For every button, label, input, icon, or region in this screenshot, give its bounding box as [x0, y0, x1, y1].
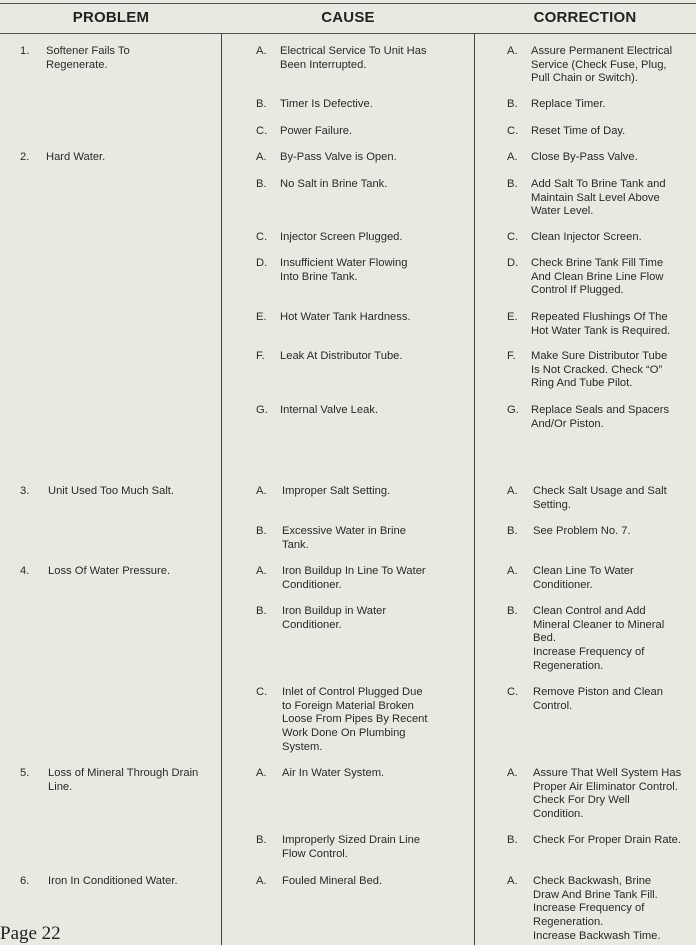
correction-item: [507, 605, 695, 674]
cause-letter: C.: [256, 686, 268, 698]
cause-item: [256, 45, 470, 72]
correction-item: [507, 686, 695, 713]
cause-text: Injector Screen Plugged.: [280, 231, 403, 243]
problem-number: 3.: [20, 485, 30, 497]
cause-item: [256, 686, 470, 755]
correction-letter: A.: [507, 485, 518, 497]
cause-item: [256, 178, 470, 192]
cause-text: Insufficient Water Flowing Into Brine Tank.: [280, 257, 408, 283]
correction-text: Clean Control and Add Mineral Cleaner to Mineral Bed. Increase Frequency of Regeneration.: [533, 605, 665, 672]
problem-text: Iron In Conditioned Water.: [48, 875, 178, 887]
problem-text: Softener Fails To Regenerate.: [46, 45, 130, 71]
correction-item: [507, 350, 695, 391]
problem-item: [20, 45, 215, 72]
cause-text: No Salt in Brine Tank.: [280, 178, 388, 190]
correction-letter: A.: [507, 45, 518, 57]
cause-item: [256, 311, 470, 325]
problem-item: [20, 151, 215, 165]
cause-text: Improper Salt Setting.: [282, 485, 391, 497]
correction-text: Replace Timer.: [531, 98, 606, 110]
correction-item: [507, 404, 695, 431]
cause-text: Iron Buildup In Line To Water Conditioner.: [282, 565, 426, 591]
correction-item: [507, 98, 695, 112]
problem-item: [20, 485, 215, 499]
correction-text: Check Brine Tank Fill Time And Clean Brine Line Flow Control If Plugged.: [531, 257, 664, 297]
cause-text: Hot Water Tank Hardness.: [280, 311, 411, 323]
correction-item: [507, 151, 695, 165]
correction-letter: B.: [507, 98, 518, 110]
correction-item: [507, 875, 695, 944]
cause-item: [256, 605, 470, 632]
correction-text: Assure That Well System Has Proper Air Eliminator Control. Check For Dry Well Condition.: [533, 767, 682, 821]
correction-item: [507, 767, 695, 822]
correction-letter: B.: [507, 525, 518, 537]
correction-text: Add Salt To Brine Tank and Maintain Salt Level Above Water Level.: [531, 178, 666, 218]
cause-text: Timer Is Defective.: [280, 98, 373, 110]
problem-text: Hard Water.: [46, 151, 106, 163]
page-number: Page 22: [0, 923, 61, 944]
problem-number: 4.: [20, 565, 30, 577]
cause-item: [256, 231, 470, 245]
header-top-rule: [0, 3, 696, 4]
problem-number: 1.: [20, 45, 30, 57]
cause-item: [256, 350, 470, 364]
cause-letter: A.: [256, 45, 267, 57]
cause-item: [256, 485, 470, 499]
cause-text: Leak At Distributor Tube.: [280, 350, 403, 362]
problem-number: 6.: [20, 875, 30, 887]
cause-text: By-Pass Valve is Open.: [280, 151, 397, 163]
correction-item: [507, 834, 695, 848]
correction-text: Clean Line To Water Conditioner.: [533, 565, 634, 591]
correction-text: Make Sure Distributor Tube Is Not Cracked. Check “O” Ring And Tube Pilot.: [531, 350, 668, 390]
correction-item: [507, 311, 695, 338]
cause-letter: B.: [256, 605, 267, 617]
correction-item: [507, 125, 695, 139]
correction-text: Close By-Pass Valve.: [531, 151, 638, 163]
cause-letter: B.: [256, 834, 267, 846]
problem-item: [20, 565, 215, 579]
correction-letter: A.: [507, 767, 518, 779]
cause-letter: G.: [256, 404, 268, 416]
cause-letter: D.: [256, 257, 268, 269]
correction-item: [507, 45, 695, 86]
cause-letter: C.: [256, 125, 268, 137]
correction-text: Clean Injector Screen.: [531, 231, 642, 243]
cause-letter: F.: [256, 350, 265, 362]
cause-text: Inlet of Control Plugged Due to Foreign Material Broken Loose From Pipes By Recent Work Done On Plumbing System.: [282, 686, 428, 753]
correction-letter: F.: [507, 350, 516, 362]
correction-letter: G.: [507, 404, 519, 416]
correction-text: Check Backwash, Brine Draw And Brine Tank Fill. Increase Frequency of Regeneration. Increase Backwash Time.: [533, 875, 661, 942]
cause-letter: A.: [256, 485, 267, 497]
cause-letter: A.: [256, 565, 267, 577]
cause-text: Fouled Mineral Bed.: [282, 875, 383, 887]
cause-item: [256, 404, 470, 418]
correction-letter: C.: [507, 231, 519, 243]
problem-item: [20, 875, 215, 889]
cause-letter: A.: [256, 767, 267, 779]
cause-item: [256, 525, 470, 552]
cause-text: Electrical Service To Unit Has Been Interrupted.: [280, 45, 427, 71]
cause-letter: E.: [256, 311, 267, 323]
correction-text: Check Salt Usage and Salt Setting.: [533, 485, 667, 511]
correction-letter: B.: [507, 178, 518, 190]
correction-letter: A.: [507, 875, 518, 887]
cause-item: [256, 151, 470, 165]
cause-item: [256, 565, 470, 592]
correction-item: [507, 485, 695, 512]
correction-text: Reset Time of Day.: [531, 125, 626, 137]
cause-letter: A.: [256, 151, 267, 163]
cause-letter: C.: [256, 231, 268, 243]
cause-item: [256, 875, 470, 889]
correction-letter: A.: [507, 565, 518, 577]
cause-text: Internal Valve Leak.: [280, 404, 379, 416]
correction-text: Repeated Flushings Of The Hot Water Tank is Required.: [531, 311, 671, 337]
correction-text: See Problem No. 7.: [533, 525, 631, 537]
correction-text: Check For Proper Drain Rate.: [533, 834, 681, 846]
cause-item: [256, 767, 470, 781]
correction-text: Remove Piston and Clean Control.: [533, 686, 663, 712]
problem-number: 5.: [20, 767, 30, 779]
problem-text: Loss of Mineral Through Drain Line.: [48, 767, 199, 793]
cause-letter: B.: [256, 178, 267, 190]
correction-letter: E.: [507, 311, 518, 323]
cause-item: [256, 125, 470, 139]
column-divider-right: [474, 33, 475, 945]
header-cause: CAUSE: [321, 9, 375, 26]
cause-item: [256, 98, 470, 112]
cause-item: [256, 834, 470, 861]
cause-letter: A.: [256, 875, 267, 887]
correction-text: Replace Seals and Spacers And/Or Piston.: [531, 404, 670, 430]
cause-text: Improperly Sized Drain Line Flow Control.: [282, 834, 421, 860]
correction-item: [507, 178, 695, 219]
correction-item: [507, 525, 695, 539]
cause-letter: B.: [256, 98, 267, 110]
correction-item: [507, 231, 695, 245]
correction-item: [507, 257, 695, 298]
correction-text: Assure Permanent Electrical Service (Check Fuse, Plug, Pull Chain or Switch).: [531, 45, 673, 85]
header-problem: PROBLEM: [72, 9, 150, 26]
header-bottom-rule: [0, 33, 696, 34]
correction-item: [507, 565, 695, 592]
problem-item: [20, 767, 218, 794]
cause-letter: B.: [256, 525, 267, 537]
problem-text: Unit Used Too Much Salt.: [48, 485, 175, 497]
correction-letter: C.: [507, 125, 519, 137]
column-divider-left: [221, 33, 222, 945]
cause-text: Power Failure.: [280, 125, 353, 137]
correction-letter: D.: [507, 257, 519, 269]
cause-text: Iron Buildup in Water Conditioner.: [282, 605, 387, 631]
cause-text: Excessive Water in Brine Tank.: [282, 525, 406, 551]
correction-letter: B.: [507, 605, 518, 617]
header-correction: CORRECTION: [533, 9, 637, 26]
correction-letter: B.: [507, 834, 518, 846]
problem-text: Loss Of Water Pressure.: [48, 565, 171, 577]
problem-number: 2.: [20, 151, 30, 163]
cause-text: Air In Water System.: [282, 767, 385, 779]
cause-item: [256, 257, 470, 284]
correction-letter: C.: [507, 686, 519, 698]
correction-letter: A.: [507, 151, 518, 163]
